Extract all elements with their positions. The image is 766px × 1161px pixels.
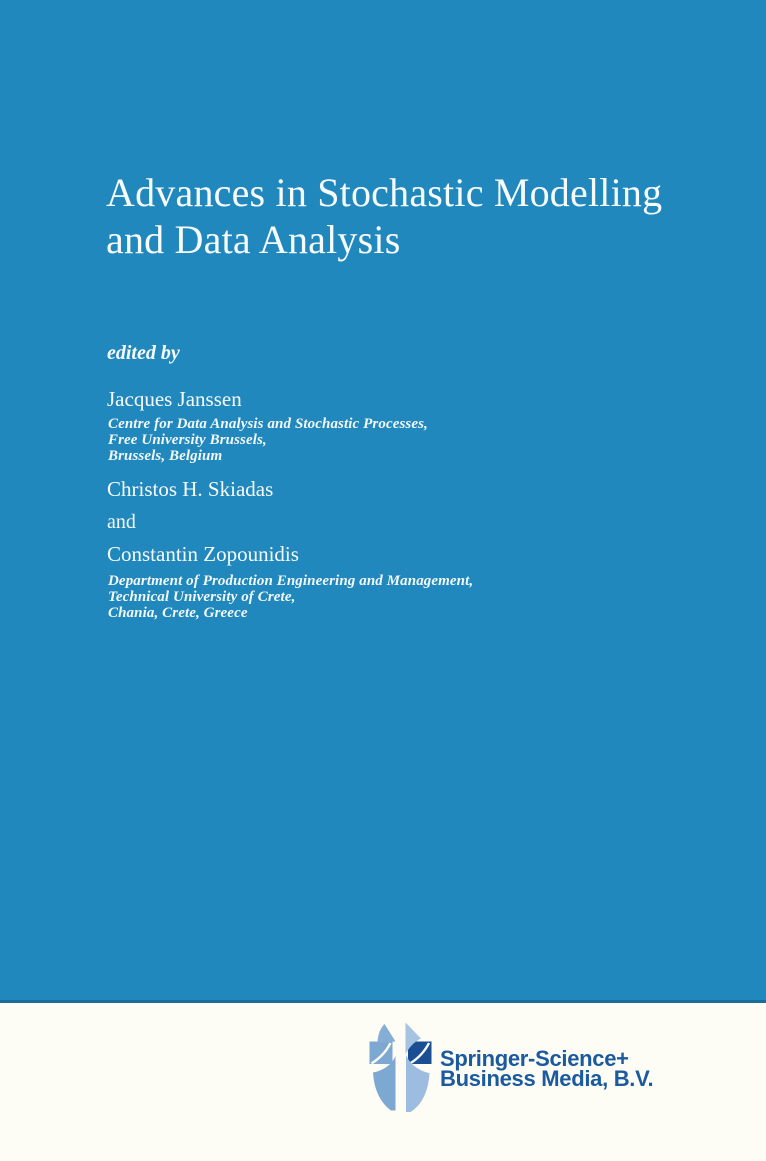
editor-name-zopounidis: Constantin Zopounidis [107, 542, 299, 566]
editor-name-janssen: Jacques Janssen [107, 387, 242, 411]
affiliation-line: Department of Production Engineering and Management, [108, 573, 474, 589]
affiliation-line: Chania, Crete, Greece [108, 605, 248, 621]
editor-name-skiadas: Christos H. Skiadas [107, 477, 274, 501]
publisher-name-line1: Springer-Science+ [440, 1046, 629, 1071]
springer-open-book-logo-icon [366, 1020, 432, 1112]
book-title-line2: and Data Analysis [106, 217, 401, 262]
book-title [106, 169, 726, 263]
editors-connector-and: and [107, 511, 136, 533]
affiliation-line: Free University Brussels, [108, 432, 267, 448]
publisher-name-line2: Business Media, B.V. [440, 1066, 654, 1091]
editor-affiliation-zopounidis [108, 573, 473, 621]
editor-affiliation-janssen [108, 416, 428, 464]
book-title-line1: Advances in Stochastic Modelling [106, 170, 663, 215]
affiliation-line: Technical University of Crete, [108, 589, 296, 605]
edited-by-label: edited by [107, 342, 180, 364]
affiliation-line: Centre for Data Analysis and Stochastic Processes, [108, 416, 428, 432]
affiliation-line: Brussels, Belgium [108, 448, 223, 464]
publisher-name [440, 1046, 654, 1091]
